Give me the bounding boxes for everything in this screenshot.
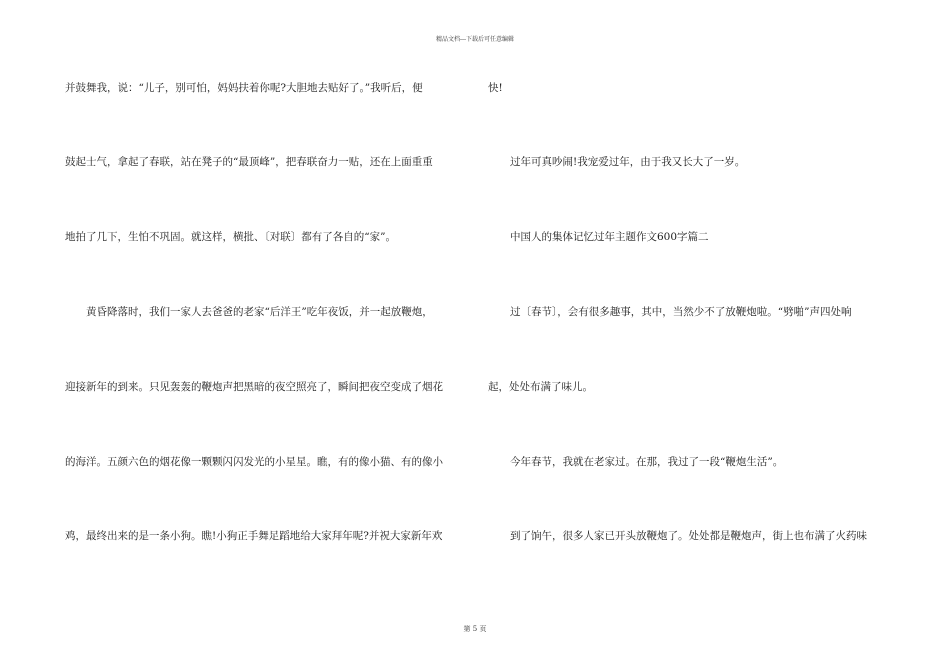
left-line-3: 地拍了几下，生怕不巩固。就这样，横批、〔对联〕都有了各自的“家”。 [65, 231, 396, 243]
page-header: 精品文档---下载后可任意编辑 [435, 36, 515, 43]
right-line-1: 快! [488, 82, 503, 94]
left-line-1: 并鼓舞我，说：“儿子，别可怕，妈妈扶着你呢?大胆地去贴好了。”我听后，便 [65, 82, 423, 94]
left-line-5: 迎接新年的到来。只见轰轰的鞭炮声把黑暗的夜空照亮了，瞬间把夜空变成了烟花 [65, 381, 443, 393]
right-line-5: 起，处处布满了味儿。 [488, 381, 593, 393]
page-number: 第 5 页 [463, 625, 487, 633]
right-line-7: 到了饷午，很多人家已开头放鞭炮了。处处都是鞭炮声，街上也布满了火药味 [510, 530, 867, 542]
right-line-4: 过〔春节〕，会有很多趣事，其中，当然少不了放鞭炮啦。“劈啪”声四处响 [510, 306, 852, 318]
left-line-4: 黄昏降落时，我们一家人去爸爸的老家“后洋王”吃年夜饭，并一起放鞭炮， [86, 306, 433, 318]
right-line-2: 过年可真吵闹!我宠爱过年，由于我又长大了一岁。 [510, 156, 746, 168]
left-line-7: 鸡，最终出来的是一条小狗。瞧!小狗正手舞足蹈地给大家拜年呢?并祝大家新年欢 [65, 530, 443, 542]
right-line-3: 中国人的集体记忆过年主题作文600字篇二 [510, 231, 709, 243]
left-line-6: 的海洋。五颜六色的烟花像一颗颗闪闪发光的小星星。瞧，有的像小猫、有的像小 [65, 456, 443, 468]
right-line-6: 今年春节，我就在老家过。在那，我过了一段“鞭炮生活”。 [510, 456, 784, 468]
left-line-2: 鼓起士气，拿起了春联，站在凳子的“最顶峰”，把春联奋力一贴，还在上面重重 [65, 156, 433, 168]
